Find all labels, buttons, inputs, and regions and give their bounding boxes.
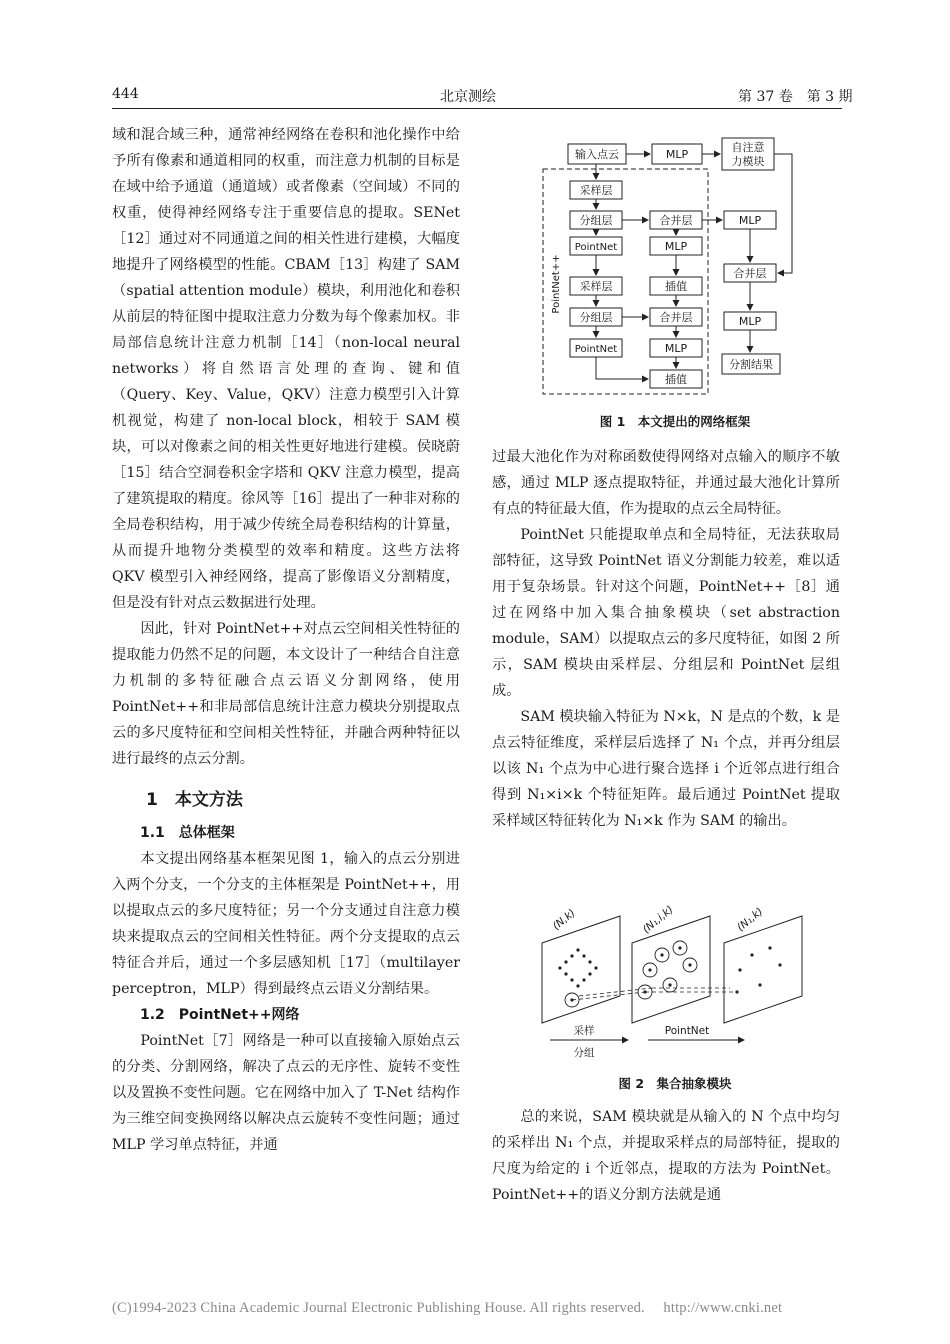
label-attention-1: 自注意 — [731, 141, 765, 154]
figure-1-network-framework — [540, 134, 810, 396]
plane-input — [542, 916, 620, 1023]
figure-2-caption: 图 2 集合抽象模块 — [618, 1076, 732, 1091]
paragraph: 域和混合域三种，通常神经网络在卷积和池化操作中给予所有像素和通道相同的权重，而注意力机制的目标是在域中给予通道（通道域）或者像素（空间域）不同的权重，使得神经网络专注于重要信息的提取。SENet［12］通过对不同通道之间的相关性进行建模，大幅度地提升了网络模型的性能。CBAM［13］构建了 SAM（spatial attention module）模块，利用池化和卷积从前层的特征图中提取注意力分数为每个像素加权。非局部信息统计注意力机制［14］（non-local neural networks）将自然语言处理的查询、键和值（Query、Key、Value，QKV）注意力模型引入计算机视觉，构建了 non-local block，相较于 SAM 模块，可以对像素之间的相关性更好地进行建模。侯晓蔚［15］结合空洞卷积金字塔和 QKV 注意力模型，提高了建筑提取的精度。徐风等［16］提出了一种非对称的全局卷积结构，用于减少传统全局卷积结构的计算量，从而提升地物分类模型的效率和精度。这些方法将 QKV 模型引入神经网络，提高了影像语义分割精度，但是没有针对点云数据进行处理。 — [112, 127, 460, 611]
plane-output — [724, 916, 802, 1023]
journal-name: 北京测绘 — [440, 89, 496, 105]
copyright-footer: (C)1994-2023 China Academic Journal Electronic Publishing House. All rights reserved. http://www.cnki.net — [112, 1300, 783, 1316]
label-merge: 合并层 — [733, 267, 767, 280]
figure-1-caption: 图 1 本文提出的网络框架 — [599, 414, 751, 429]
paragraph: SAM 模块输入特征为 N×k，N 是点的个数，k 是点云特征维度，采样层后选择了 N₁ 个点，并再分组层以该 N₁ 个点为中心进行聚合选择 i 个近邻点进行组合得到 N₁×i×k 个特征矩阵。最后通过 PointNet 提取采样域区特征转化为 N₁×k 作为 SAM 的输出。 — [492, 709, 840, 829]
header-rule — [112, 108, 842, 109]
label-mlp: MLP — [664, 342, 688, 355]
label-plane-output: (N₁,k) — [734, 905, 766, 934]
paragraph: 因此，针对 PointNet++对点云空间相关性特征的提取能力仍然不足的问题，本文设计了一种结合自注意力机制的多特征融合点云语义分割网络，使用 PointNet++和非局部信息统计注意力模块分别提取点云的多尺度特征和空间相关性特征，并融合两种特征以进行最终的点云分割。 — [112, 621, 460, 767]
paragraph: 本文提出网络基本框架见图 1，输入的点云分别进入两个分支，一个分支的主体框架是 PointNet++，用以提取点云的多尺度特征；另一个分支通过自注意力模块来提取点云的空间相关性特征。两个分支提取的点云特征合并后，通过一个多层感知机［17］（multilayer perceptron，MLP）得到最终点云语义分割结果。 — [112, 851, 460, 997]
paragraph: 总的来说，SAM 模块就是从输入的 N 个点中均匀的采样出 N₁ 个点，并提取采样点的局部特征，提取的尺度为给定的 i 个近邻点，提取的方法为 PointNet。PointNet++的语义分割方法就是通 — [492, 1109, 840, 1203]
label-mlp: MLP — [665, 148, 689, 161]
right-column-top — [492, 444, 840, 834]
label-branch: PointNet++ — [551, 254, 562, 314]
subsection-title: 1.1 总体框架 — [140, 825, 235, 841]
label-seg-result: 分割结果 — [729, 358, 773, 371]
label-merge: 合并层 — [659, 214, 693, 227]
label-attention-2: 力模块 — [731, 155, 765, 168]
label-interp: 插值 — [665, 373, 687, 386]
label-group: 分组 — [573, 1047, 595, 1059]
paragraph: 过最大池化作为对称函数使得网络对点输入的顺序不敏感，通过 MLP 逐点提取特征，并通过最大池化计算所有点的特征最大值，作为提取的点云全局特征。 — [492, 449, 840, 517]
label-merge: 合并层 — [659, 311, 693, 324]
label-plane-grouped: (N₁,i,k) — [640, 903, 676, 936]
paragraph: PointNet［7］网络是一种可以直接输入原始点云的分类、分割网络，解决了点云的无序性、旋转不变性以及置换不变性问题。它在网络中加入了 T-Net 结构作为三维空间变换网络以解决点云旋转不变性问题；通过 MLP 学习单点特征，并通 — [112, 1033, 460, 1153]
label-sample: 采样层 — [579, 280, 613, 293]
subsection-title: 1.2 PointNet++网络 — [140, 1007, 300, 1023]
label-interp: 插值 — [665, 280, 687, 293]
right-column-bottom — [492, 1104, 840, 1208]
label-pointnet: PointNet — [574, 242, 618, 253]
label-plane-input: (N,k) — [550, 906, 578, 933]
journal-issue: 第 37 卷 第 3 期 — [738, 89, 853, 105]
label-group: 分组层 — [579, 214, 613, 227]
label-sample: 采样 — [573, 1025, 595, 1037]
section-title: 1 本文方法 — [146, 790, 243, 810]
label-group: 分组层 — [579, 311, 613, 324]
page-number: 444 — [112, 86, 139, 102]
figure-2-set-abstraction — [540, 900, 810, 1070]
paragraph: PointNet 只能提取单点和全局特征，无法获取局部特征，这导致 PointNet 语义分割能力较差，难以适用于复杂场景。针对这个问题，PointNet++［8］通过在网络中加入集合抽象模块（set abstraction module，SAM）以提取点云的多尺度特征，如图 2 所示，SAM 模块由采样层、分组层和 PointNet 层组成。 — [492, 527, 840, 699]
left-column — [112, 122, 460, 1158]
label-pointnet: PointNet — [574, 344, 618, 355]
label-mlp: MLP — [738, 214, 762, 227]
label-mlp: MLP — [738, 315, 762, 328]
label-mlp: MLP — [664, 240, 688, 253]
label-pointnet: PointNet — [664, 1025, 710, 1037]
label-sample: 采样层 — [579, 184, 613, 197]
label-input: 输入点云 — [575, 148, 619, 161]
